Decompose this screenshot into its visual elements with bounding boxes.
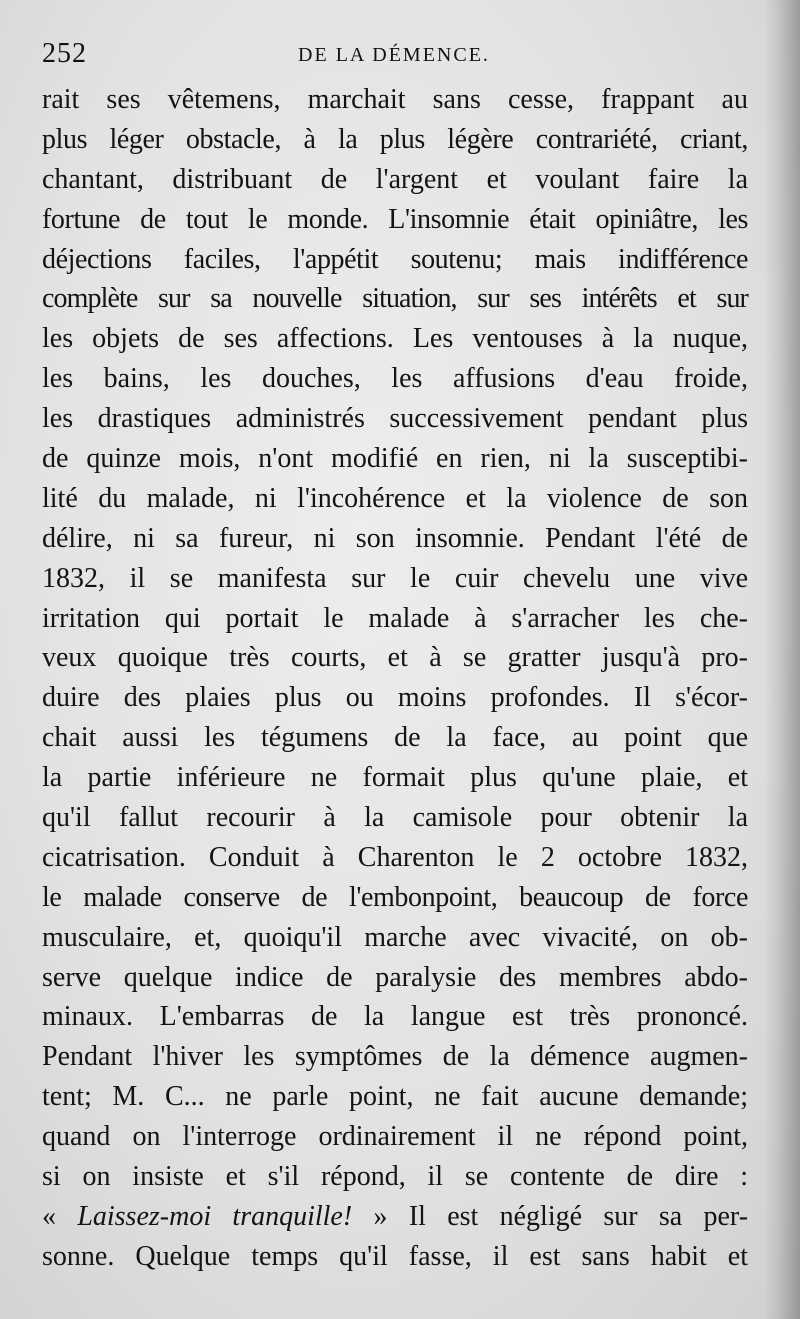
text-line: complète sur sa nouvelle situation, sur ses intérêts et sur [42,283,748,315]
page-gutter-shadow [764,0,800,1319]
text-line: Pendant l'hiver les symptômes de la démence augmen- [42,1041,748,1073]
text-line: le malade conserve de l'embonpoint, beaucoup de force [42,881,748,913]
text-line: veux quoique très courts, et à se gratter jusqu'à pro- [42,642,748,674]
text-line: cicatrisation. Conduit à Charenton le 2 octobre 1832, [42,841,748,873]
text-line: délire, ni sa fureur, ni son insomnie. Pendant l'été de [42,522,748,554]
body-text [42,80,748,1277]
text-line: serve quelque indice de paralysie des membres abdo- [42,961,748,993]
text-line: minaux. L'embarras de la langue est très prononcé. [42,1001,748,1033]
text-line: chantant, distribuant de l'argent et voulant faire la [42,163,748,195]
text-line: tent; M. C... ne parle point, ne fait aucune demande; [42,1081,748,1113]
text-line: musculaire, et, quoiqu'il marche avec vivacité, on ob- [42,921,748,953]
text-line: irritation qui portait le malade à s'arracher les che- [42,602,748,634]
text-line: déjections faciles, l'appétit soutenu; mais indifférence [42,243,748,275]
text-line: plus léger obstacle, à la plus légère contrariété, criant, [42,123,748,155]
text-line: qu'il fallut recourir à la camisole pour obtenir la [42,802,748,834]
text-line: si on insiste et s'il répond, il se contente de dire : [42,1161,748,1193]
text-line: de quinze mois, n'ont modifié en rien, ni la susceptibi- [42,443,748,475]
page-header [42,38,746,74]
text-line-quote [42,1197,748,1237]
close-quote: » [373,1200,388,1232]
text-line: chait aussi les tégumens de la face, au point que [42,722,748,754]
text-line: sonne. Quelque temps qu'il fasse, il est sans habit et [42,1240,748,1272]
page-number: 252 [42,38,87,69]
text-line: rait ses vêtemens, marchait sans cesse, frappant au [42,84,748,115]
text-line: duire des plaies plus ou moins profondes. Il s'écor- [42,682,748,714]
text-line: lité du malade, ni l'incohérence et la violence de son [42,482,748,514]
running-title: DE LA DÉMENCE. [298,44,490,66]
quote-line-continuation: Il est négligé sur sa per- [408,1200,749,1232]
text-line: les objets de ses affections. Les ventouses à la nuque, [42,323,748,355]
text-line: fortune de tout le monde. L'insomnie était opiniâtre, les [42,203,748,235]
quoted-speech: Laissez-moi tranquille! [77,1200,353,1232]
text-line: quand on l'interroge ordinairement il ne répond point, [42,1121,748,1153]
text-line: les drastiques administrés successivement pendant plus [42,403,748,435]
open-quote: « [42,1200,56,1232]
text-line: la partie inférieure ne formait plus qu'une plaie, et [42,762,748,794]
text-line: les bains, les douches, les affusions d'eau froide, [42,363,748,395]
text-line: 1832, il se manifesta sur le cuir chevelu une vive [42,562,748,594]
